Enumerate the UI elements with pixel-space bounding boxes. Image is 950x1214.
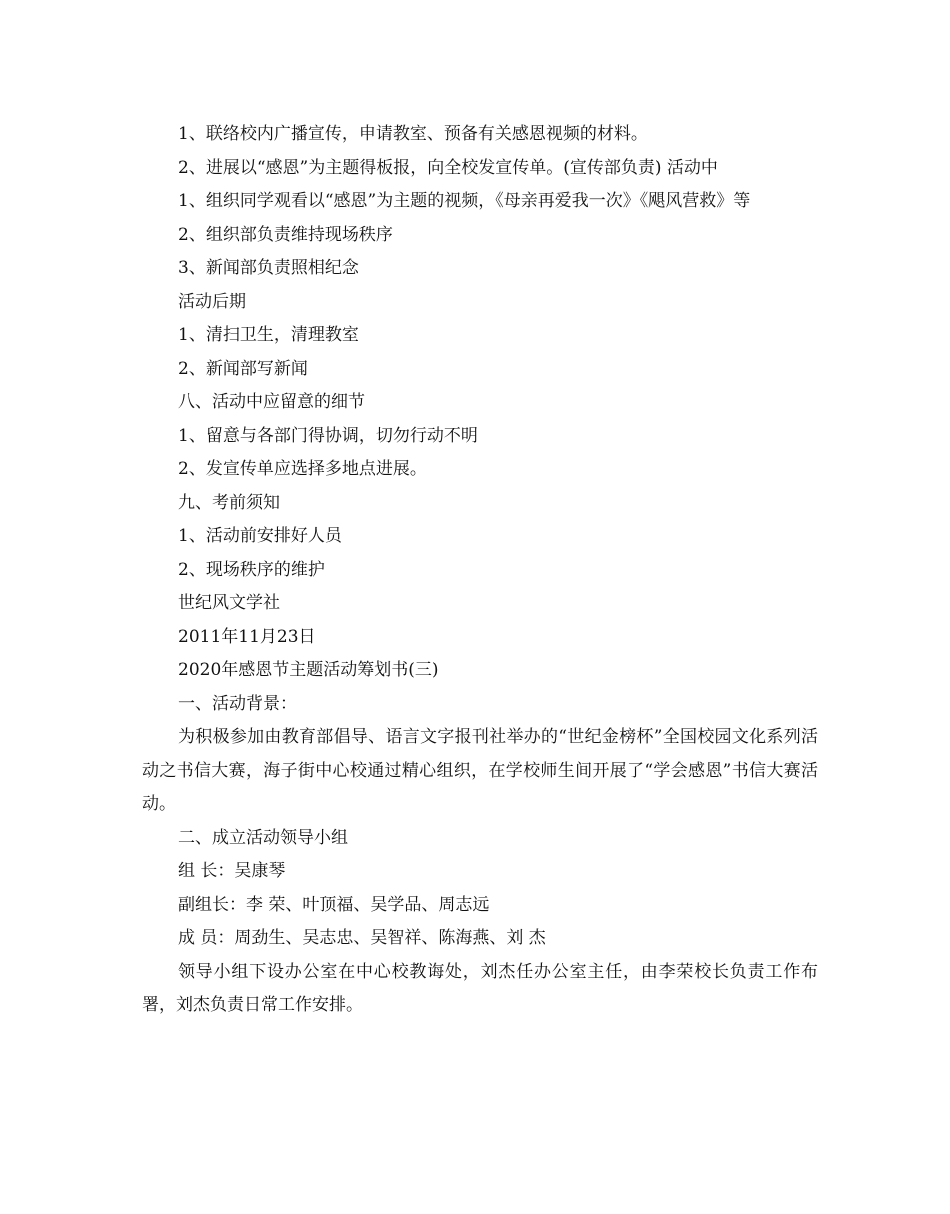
document-body	[142, 118, 818, 1023]
section-heading-details: 八、活动中应留意的细节	[178, 392, 365, 412]
text-line-staffing: 1、活动前安排好人员	[178, 526, 342, 546]
signature-organization: 世纪风文学社	[178, 593, 280, 613]
text-line-cleanup: 1、清扫卫生，清理教室	[178, 325, 359, 345]
section-heading-leadership: 二、成立活动领导小组	[178, 827, 348, 848]
document-subtitle: 2020年感恩节主题活动筹划书(三)	[178, 660, 439, 680]
text-line-coordination: 1、留意与各部门得协调，切勿行动不明	[178, 425, 478, 446]
section-heading-notes: 九、考前须知	[178, 492, 280, 513]
text-line-flyers: 2、发宣传单应选择多地点进展。	[178, 459, 427, 479]
section-heading-post-activity: 活动后期	[178, 291, 246, 312]
text-line-leader: 组 长：吴康琴	[178, 861, 286, 881]
text-line-order-maintenance: 2、现场秩序的维护	[178, 559, 325, 580]
section-heading-background: 一、活动背景：	[178, 693, 297, 714]
text-line-news: 2、新闻部写新闻	[178, 358, 308, 379]
text-line-photo: 3、新闻部负责照相纪念	[178, 258, 359, 278]
text-para-video: 1、组织同学观看以“感恩”为主题的视频，《母亲再爱我一次》《飓风营救》等	[178, 191, 751, 211]
text-line-deputy-leaders: 副组长：李 荣、叶顶福、吴学品、周志远	[178, 894, 490, 915]
text-para-background: 为积极参加由教育部倡导、语言文字报刊社举办的“世纪金榜杯”全国校园文化系列活动之书信大赛，海子街中心校通过精心组织，在学校师生间开展了“学会感恩”书信大赛活动。	[142, 727, 818, 814]
text-line-order: 2、组织部负责维持现场秩序	[178, 224, 393, 245]
text-para-office: 领导小组下设办公室在中心校教诲处，刘杰任办公室主任，由李荣校长负责工作布署，刘杰负责日常工作安排。	[142, 961, 818, 1015]
text-line-broadcast: 1、联络校内广播宣传，申请教室、预备有关感恩视频的材料。	[178, 124, 648, 144]
text-line-members: 成 员：周劲生、吴志忠、吴智祥、陈海燕、刘 杰	[178, 928, 546, 948]
text-line-blackboard: 2、进展以“感恩”为主题得板报，向全校发宣传单。(宣传部负责) 活动中	[178, 157, 718, 178]
signature-date: 2011年11月23日	[178, 626, 316, 647]
